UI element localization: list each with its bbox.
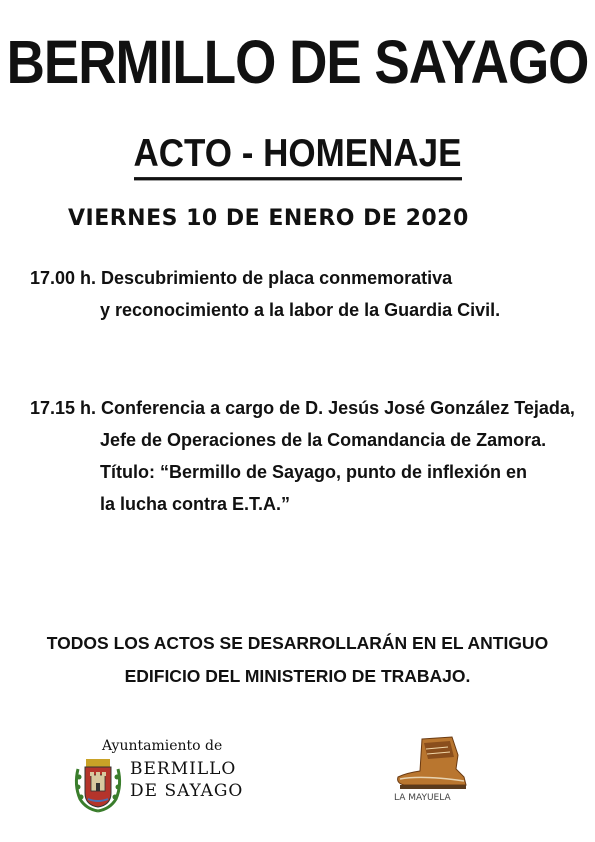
event-1-line-1: 17.00 h. Descubrimiento de placa conmemorativa <box>30 268 453 288</box>
mayuela-text: LA MAYUELA <box>394 793 451 803</box>
ayuntamiento-logo <box>72 735 242 815</box>
event-2-line-4: la lucha contra E.T.A.” <box>100 494 291 514</box>
event-2-line-1: 17.15 h. Conferencia a cargo de D. Jesús José González Tejada, <box>30 398 575 418</box>
footer-line-2: EDIFICIO DEL MINISTERIO DE TRABAJO. <box>124 666 471 686</box>
page-title: BERMILLO DE SAYAGO <box>6 29 589 97</box>
event-2-line-2: Jefe de Operaciones de la Comandancia de Zamora. <box>100 430 547 450</box>
event-1-line-2: y reconocimiento a la labor de la Guardia Civil. <box>100 300 501 320</box>
ayuntamiento-prefix: Ayuntamiento de <box>102 738 223 754</box>
ayuntamiento-name-2: DE SAYAGO <box>130 781 244 801</box>
crest-icon <box>72 755 124 813</box>
footer-line-1: TODOS LOS ACTOS SE DESARROLLARÁN EN EL ANTIGUO <box>46 633 549 653</box>
page-subtitle <box>0 132 595 176</box>
ayuntamiento-name-1: BERMILLO <box>130 759 237 779</box>
subtitle-text: ACTO - HOMENAJE <box>134 132 462 180</box>
event-date: VIERNES 10 DE ENERO DE 2020 <box>68 206 469 231</box>
boot-icon <box>392 735 472 793</box>
event-2-line-3: Título: “Bermillo de Sayago, punto de inflexión en <box>100 462 528 482</box>
mayuela-logo <box>392 735 472 810</box>
